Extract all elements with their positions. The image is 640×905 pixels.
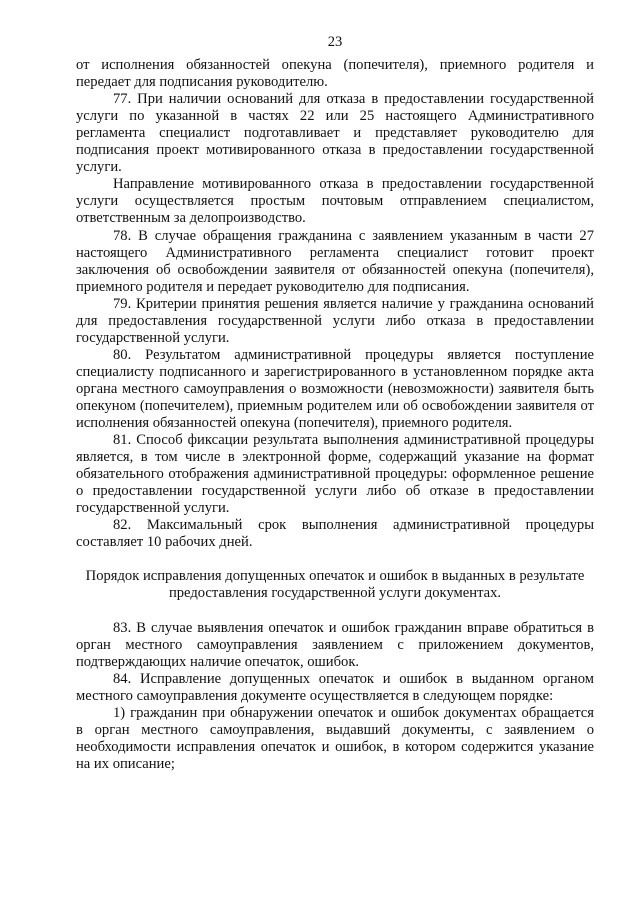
paragraph-78: 78. В случае обращения гражданина с заявлением указанным в части 27 настоящего Административного регламента специалист готовит проект заключения об освобождении заявителя от обязанностей опекуна (попечителя), приемного родителя и передает руководителю для подписания. [76,227,594,295]
paragraph-80: 80. Результатом административной процедуры является поступление специалисту подписанного и зарегистрированного в установленном порядке акта органа местного самоуправления о возможности (невозможности) заявителя быть опекуном (попечителем), приемным родителем или об освобождении заявителя от исполнения обязанностей опекуна (попечителя), приемного родителя. [76,346,594,432]
paragraph-77: 77. При наличии оснований для отказа в предоставлении государственной услуги по указанной в частях 22 или 25 настоящего Административного регламента специалист подготавливает и представляет руководителю для подписания проект мотивированного отказа в предоставлении государственной услуги. [76,91,594,176]
list-item-1: 1) гражданин при обнаружении опечаток и ошибок документах обращается в орган местного самоуправления, выдавший документы, с заявлением о необходимости исправления опечаток и ошибок, в котором содержится указание на их описание; [76,704,594,772]
paragraph-83: 83. В случае выявления опечаток и ошибок гражданин вправе обратиться в орган местного самоуправления заявлением с приложением документов, подтверждающих наличие опечаток, ошибок. [76,619,594,670]
paragraph-79: 79. Критерии принятия решения является наличие у гражданина оснований для предоставления государственной услуги либо отказа в предоставлении государственной услуги. [76,295,594,346]
document-page [76,34,594,773]
page-number: 23 [327,34,343,50]
paragraph-81: 81. Способ фиксации результата выполнения административной процедуры является, в том числе в электронной форме, содержащий указание на формат обязательного отображения административной процедуры: оформленное решение о предоставлении государственной услуги либо об отказе в предоставлении государственной услуги. [76,432,594,517]
paragraph-84: 84. Исправление допущенных опечаток и ошибок в выданном органом местного самоуправления документе осуществляется в следующем порядке: [76,670,594,704]
paragraph-82: 82. Максимальный срок выполнения административной процедуры составляет 10 рабочих дней. [76,517,594,551]
section-heading: Порядок исправления допущенных опечаток и ошибок в выданных в результате предоставления государственной услуги документах. [85,568,585,602]
paragraph-continuation: от исполнения обязанностей опекуна (попечителя), приемного родителя и передает для подписания руководителю. [76,57,594,91]
paragraph-refusal-delivery: Направление мотивированного отказа в предоставлении государственной услуги осуществляется простым почтовым отправлением специалистом, ответственным за делопроизводство. [76,176,594,227]
